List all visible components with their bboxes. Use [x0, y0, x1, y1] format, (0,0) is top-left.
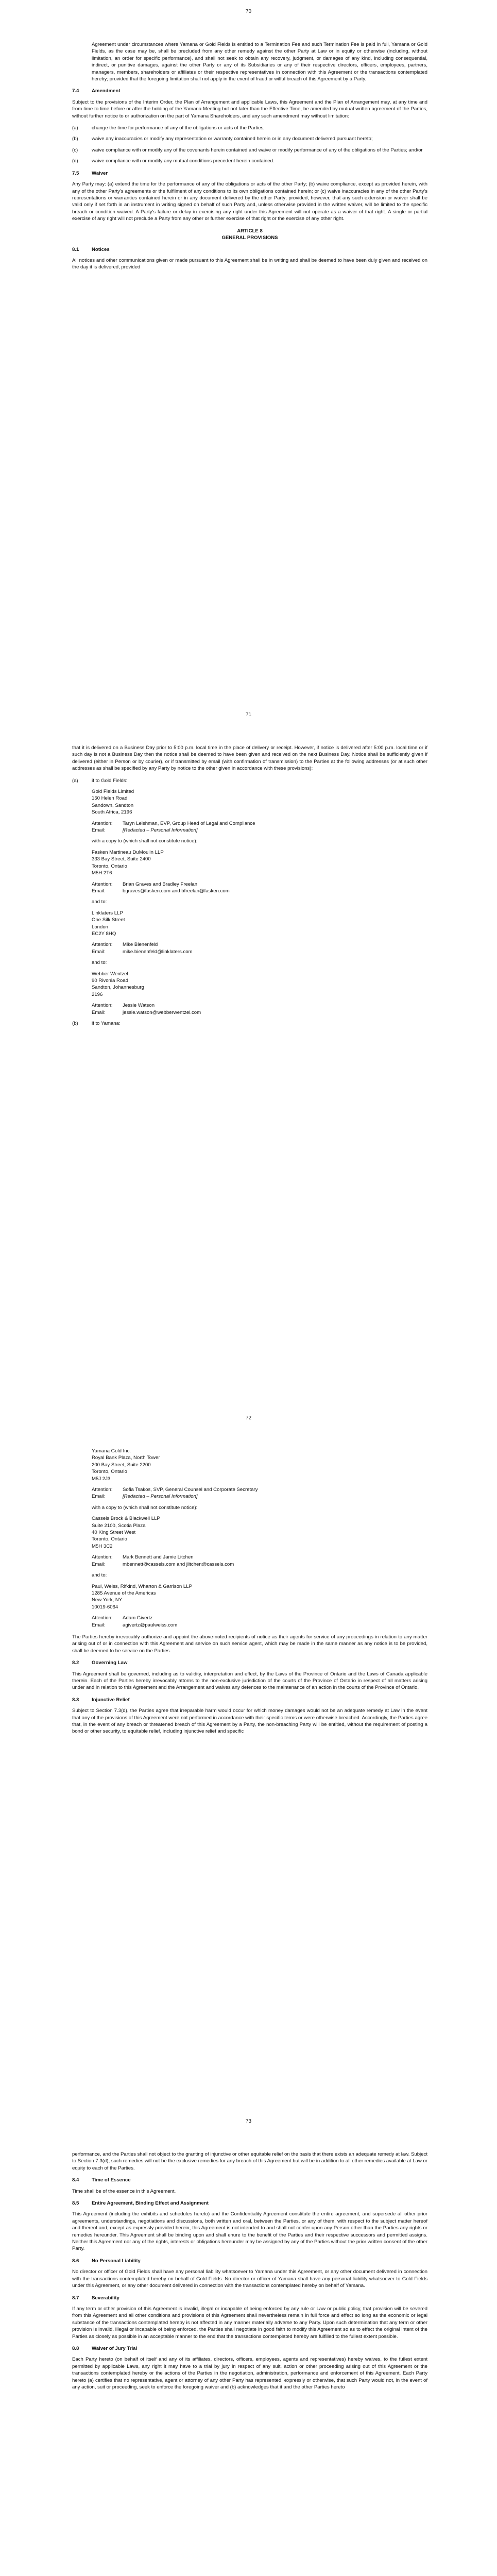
section-heading-8-7: 8.7 Severability	[72, 2295, 119, 2301]
section-heading-7-5: 7.5 Waiver	[72, 170, 108, 176]
page-body	[72, 744, 427, 1031]
address-block: Yamana Gold Inc. Royal Bank Plaza, North Tower 200 Bay Street, Suite 2200 Toronto, Ontario M5J 2J3	[92, 1448, 160, 1482]
section-8-2-paragraph: This Agreement shall be governed, including as to validity, interpretation and effect, by the Laws of the Province of Ontario and the Laws of Canada applicable therein. Each of the Parties hereby irrevocably attorns to the non-exclusive jurisdiction of the courts of the Province of Ontario in respect of all matters arising under and in relation to this Agreement and the Arrangement and waives any defences to the maintenance of an action in the courts of the Province of Ontario.	[72, 1671, 427, 1691]
contact-block: Attention: Mark Bennett and Jamie Litchen Email: mbennett@cassels.com and jlitchen@cassels.com	[92, 1554, 234, 1567]
page-number: 70	[245, 9, 252, 14]
list-item: (d) waive compliance with or modify any mutual conditions precedent herein contained.	[72, 158, 275, 164]
page-73	[0, 2110, 497, 2576]
page-body	[72, 1448, 427, 1740]
page-72	[0, 1406, 497, 2110]
address-block: Fasken Martineau DuMoulin LLP 333 Bay Street, Suite 2400 Toronto, Ontario M5H 2T6	[92, 849, 164, 876]
section-8-1-paragraph: All notices and other communications given or made pursuant to this Agreement shall be in writing and shall be deemed to have been duly given and received on the day it is delivered, provided	[72, 257, 427, 270]
contact-block: Attention: Adam Givertz Email: agivertz@paulweiss.com	[92, 1615, 178, 1628]
address-block: Webber Wentzel 90 Rivonia Road Sandton, Johannesburg 2196	[92, 971, 144, 997]
section-heading-8-8: 8.8 Waiver of Jury Trial	[72, 2345, 138, 2351]
list-item: (b) if to Yamana:	[72, 1021, 121, 1026]
contact-block: Attention: Taryn Leishman, EVP, Group Head of Legal and Compliance Email: [Redacted – Personal Information]	[92, 820, 255, 834]
service-agent-paragraph: The Parties hereby irrevocably authorize and appoint the above-noted recipients of notice as their agents for service of any proceedings in relation to any matter arising out of or in connection with this Agreement and service on such service agent, which may be made in the same manner as any notice is to be provided, shall be deemed to be service on the Parties.	[72, 1634, 427, 1654]
section-heading-8-5: 8.5 Entire Agreement, Binding Effect and Assignment	[72, 2200, 209, 2207]
copy-note: with a copy to (which shall not constitute notice):	[92, 838, 198, 844]
section-heading-8-2: 8.2 Governing Law	[72, 1660, 128, 1666]
page-71	[0, 703, 497, 1406]
list-item: (c) waive compliance with or modify any of the covenants herein contained and waive or modify performance of any of the obligations of the Parties; and/or	[72, 147, 423, 153]
list-item: (b) waive any inaccuracies or modify any representation or warranty contained herein or in any document delivered pursuant hereto;	[72, 136, 373, 142]
notice-paragraph: that it is delivered on a Business Day prior to 5:00 p.m. local time in the place of delivery or receipt. However, if notice is delivered after 5:00 p.m. local time or if such day is not a Business Day then the notice shall be deemed to have been given and received on the next Business Day. Notice shall be sufficiently given if delivered (either in Person or by courier), or if transmitted by email (with confirmation of transmission) to the Parties at the following addresses (or at such other addresses as shall be specified by any Party by notice to the other given in accordance with these provisions):	[72, 745, 427, 772]
list-item: (a) change the time for performance of any of the obligations or acts of the Parties;	[72, 125, 265, 131]
section-heading-7-4: 7.4 Amendment	[72, 88, 121, 94]
address-block: Cassels Brock & Blackwell LLP Suite 2100, Scotia Plaza 40 King Street West Toronto, Ontario M5H 3C2	[92, 1516, 160, 1549]
page-number: 72	[245, 1415, 252, 1421]
intro-paragraph: Agreement under circumstances where Yamana or Gold Fields is entitled to a Termination Fee and such Termination Fee is paid in full, Yamana or Gold Fields, as the case may be, shall be precluded from any other remedy against the other Party at Law or in equity or otherwise (including, without limitation, an order for specific performance), and shall not seek to obtain any recovery, judgment, or damages of any kind, including consequential, indirect, or punitive damages, against the other Party or any of its Subsidiaries or any of their respective directors, officers, employees, partners, managers, members, shareholders or affiliates or their respective representatives in connection with this Agreement or the transactions contemplated hereby; provided that the foregoing limitation shall not apply in the event of fraud or wilful breach of this Agreement by a Party.	[92, 42, 427, 82]
contact-block: Attention: Jessie Watson Email: jessie.watson@webberwentzel.com	[92, 1003, 201, 1015]
copy-note: with a copy to (which shall not constitute notice):	[92, 1504, 198, 1511]
section-7-4-paragraph: Subject to the provisions of the Interim Order, the Plan of Arrangement and applicable Laws, this Agreement and the Plan of Arrangement may, at any time and from time to time before or after the holding of the Yamana Meeting but not later than the Effective Time, be amended by mutual written agreement of the Parties, without further notice to or authorization on the part of Yamana Shareholders, and any such amendment may without limitation:	[72, 99, 427, 119]
section-8-7-paragraph: If any term or other provision of this Agreement is invalid, illegal or incapable of being enforced by any rule or Law or public policy, that provision will be severed from this Agreement and all other conditions and provisions of this Agreement shall nevertheless remain in full force and effect so long as the economic or legal substance of the transactions contemplated hereby is not affected in any manner materially adverse to any Party. Upon such determination that any term or other provision is invalid, illegal or incapable of being enforced, the Parties shall negotiate in good faith to modify this Agreement so as to effect the original intent of the Parties as closely as possible in an acceptable manner to the end that the transactions contemplated hereby are fulfilled to the fullest extent possible.	[72, 2306, 427, 2340]
contact-block: Attention: Brian Graves and Bradley Freelan Email: bgraves@fasken.com and bfreelan@fasken.com	[92, 881, 230, 894]
continuation-paragraph: performance, and the Parties shall not object to the granting of injunctive or other equitable relief on the basis that there exists an adequate remedy at law. Subject to Section 7.3(d), such remedies will not be the exclusive remedies for any breach of this Agreement but will be in addition to all other remedies available at Law or equity to each of the Parties.	[72, 2151, 427, 2171]
page-body	[72, 41, 427, 276]
contact-block: Attention: Mike Bienenfeld Email: mike.bienenfeld@linklaters.com	[92, 942, 193, 955]
page-number: 73	[245, 2119, 252, 2124]
and-to-label: and to:	[92, 960, 107, 966]
article-heading: ARTICLE 8 GENERAL PROVISIONS	[221, 228, 278, 241]
address-block: Gold Fields Limited 150 Helen Road Sandown, Sandton South Africa, 2196	[92, 789, 134, 816]
section-8-3-paragraph: Subject to Section 7.3(d), the Parties agree that irreparable harm would occur for which money damages would not be an adequate remedy at Law in the event that any of the provisions of this Agreement were not performed in accordance with their specific terms or were otherwise breached. Accordingly, the Parties agree that, in the event of any breach or threatened breach of this Agreement by a Party, the non-breaching Party will be entitled, without the requirement of posting a bond or other security, to equitable relief, including injunctive relief and specific	[72, 1708, 427, 1735]
contact-block: Attention: Sofia Tsakos, SVP, General Counsel and Corporate Secretary Email: [Redacted – Personal Information]	[92, 1487, 258, 1500]
section-heading-8-1: 8.1 Notices	[72, 246, 110, 252]
address-block: Linklaters LLP One Silk Street London EC2Y 8HQ	[92, 910, 125, 937]
section-8-6-paragraph: No director or officer of Gold Fields shall have any personal liability whatsoever to Yamana under this Agreement, or any other document delivered in connection with the transactions contemplated hereby on behalf of Gold Fields. No director or officer of Yamana shall have any personal liability whatsoever to Gold Fields under this Agreement, or any other document delivered in connection with the transactions contemplated hereby on behalf of Yamana.	[72, 2269, 427, 2289]
section-8-5-paragraph: This Agreement (including the exhibits and schedules hereto) and the Confidentiality Agreement constitute the entire agreement, and supersede all other prior agreements, understandings, negotiations and discussions, both written and oral, between the Parties, or any of them, with respect to the subject matter hereof and thereof and, except as expressly provided herein, this Agreement is not intended to and shall not confer upon any Person other than the Parties any rights or remedies hereunder. This Agreement shall be binding upon and shall enure to the benefit of the Parties and their respective successors and permitted assigns. Neither this Agreement nor any of the rights, interests or obligations hereunder may be assigned by any of the Parties without the prior written consent of the other Party.	[72, 2211, 427, 2252]
section-heading-8-3: 8.3 Injunctive Relief	[72, 1697, 130, 1703]
and-to-label: and to:	[92, 1572, 107, 1579]
page-number: 71	[245, 712, 252, 718]
address-block: Paul, Weiss, Rifkind, Wharton & Garrison LLP 1285 Avenue of the Americas New York, NY 10019-6064	[92, 1583, 192, 1610]
section-8-4-paragraph: Time shall be of the essence in this Agreement.	[72, 2188, 176, 2194]
page-body	[72, 2151, 427, 2396]
section-7-5-paragraph: Any Party may: (a) extend the time for the performance of any of the obligations or acts of the other Party; (b) waive compliance, except as provided herein, with any of the other Party's agreements or the fulfilment of any conditions to its own obligations contained herein; or (c) waive inaccuracies in any of the other Party's representations or warranties contained herein or in any document delivered by the other Party; provided, however, that any such extension or waiver shall be valid only if set forth in an instrument in writing signed on behalf of such Party and, unless otherwise provided in the written waiver, will be limited to the specific breach or condition waived. A Party's failure or delay in exercising any right under this Agreement will not operate as a waiver of that right. A single or partial exercise of any right will not preclude a Party from any other or further exercise of that right or the exercise of any other right.	[72, 181, 427, 222]
and-to-label: and to:	[92, 899, 107, 905]
list-item: (a) if to Gold Fields:	[72, 777, 128, 784]
page-70	[0, 0, 497, 703]
section-heading-8-6: 8.6 No Personal Liability	[72, 2258, 141, 2264]
section-heading-8-4: 8.4 Time of Essence	[72, 2177, 131, 2183]
section-8-8-paragraph: Each Party hereto (on behalf of itself and any of its affiliates, directors, officers, employees, agents and representatives) hereby waives, to the fullest extent permitted by applicable Laws, any right it may have to a trial by jury in respect of any suit, action or other proceeding arising out of this Agreement or the transactions contemplated hereby or the actions of the Parties in the negotiation, administration, performance and enforcement of this Agreement. Each Party hereto (a) certifies that no representative, agent or attorney of any other Party has represented, expressly or otherwise, that such Party would not, in the event of any action, suit or proceeding, seek to enforce the foregoing waiver and (b) acknowledges that it and the other Parties hereto	[72, 2357, 427, 2390]
